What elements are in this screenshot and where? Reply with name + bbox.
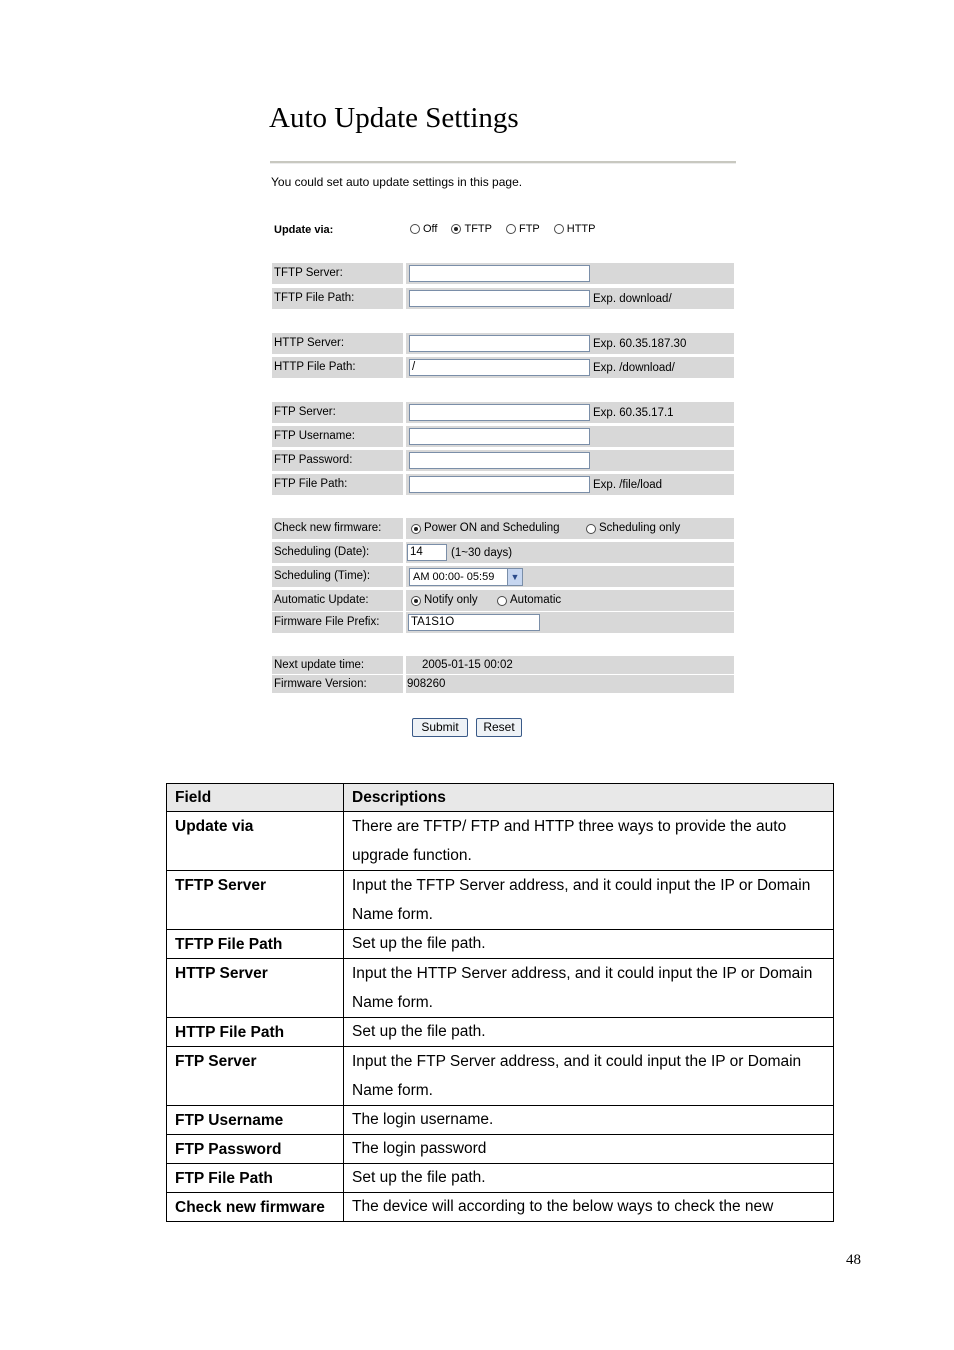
scheduling-date-row — [272, 542, 734, 563]
table-row — [167, 1018, 834, 1047]
field-cell: Check new firmware — [167, 1193, 344, 1222]
table-row — [167, 1047, 834, 1106]
title-divider — [270, 161, 736, 164]
update-via-tftp-option[interactable]: TFTP — [451, 223, 492, 235]
check-firmware-label: Check new firmware: — [272, 518, 403, 539]
table-row — [167, 1135, 834, 1164]
radio-scheduling-only[interactable] — [586, 524, 596, 534]
ftp-path-label: FTP File Path: — [272, 474, 403, 495]
table-row — [167, 871, 834, 930]
scheduling-time-row — [272, 566, 734, 587]
automatic-update-row — [272, 590, 734, 611]
tftp-server-row — [272, 263, 734, 284]
firmware-prefix-label: Firmware File Prefix: — [272, 612, 403, 633]
table-row — [167, 1106, 834, 1135]
firmware-prefix-input[interactable]: TA1S1O — [408, 614, 540, 631]
scheduling-time-label: Scheduling (Time): — [272, 566, 403, 587]
tftp-path-input[interactable] — [409, 290, 590, 307]
ftp-server-input[interactable] — [409, 404, 590, 421]
scheduling-time-select[interactable]: AM 00:00- 05:59 ▼ — [409, 568, 523, 586]
ftp-path-input[interactable] — [409, 476, 590, 493]
automatic-option[interactable]: Automatic — [497, 590, 561, 611]
radio-power-on-scheduling[interactable] — [411, 524, 421, 534]
http-path-input[interactable]: / — [409, 359, 590, 376]
radio-ftp[interactable] — [506, 224, 516, 234]
description-cell: Input the FTP Server address, and it could input the IP or Domain Name form. — [344, 1047, 834, 1106]
field-cell: TFTP Server — [167, 871, 344, 930]
update-via-off-option[interactable]: Off — [410, 223, 437, 235]
ftp-path-row — [272, 474, 734, 495]
check-scheduling-only-option[interactable]: Scheduling only — [586, 518, 680, 539]
table-header-row — [167, 784, 834, 812]
page-title: Auto Update Settings — [269, 102, 519, 134]
radio-automatic[interactable] — [497, 596, 507, 606]
submit-button[interactable]: Submit — [412, 718, 468, 737]
table-row — [167, 1193, 834, 1222]
ftp-password-row — [272, 450, 734, 471]
ftp-path-hint: Exp. /file/load — [593, 479, 663, 491]
table-row — [167, 1164, 834, 1193]
header-field: Field — [167, 784, 344, 812]
ftp-username-input[interactable] — [409, 428, 590, 445]
description-cell: Set up the file path. — [344, 1164, 834, 1193]
chevron-down-icon[interactable]: ▼ — [507, 569, 522, 585]
check-power-on-option[interactable]: Power ON and Scheduling — [411, 518, 560, 539]
check-firmware-row — [272, 518, 734, 539]
scheduling-date-input[interactable]: 14 — [407, 544, 447, 561]
tftp-path-hint: Exp. download/ — [593, 293, 672, 305]
page-number: 48 — [846, 1252, 861, 1268]
description-cell: The login username. — [344, 1106, 834, 1135]
update-via-ftp-option[interactable]: FTP — [506, 223, 540, 235]
radio-off[interactable] — [410, 224, 420, 234]
table-row — [167, 812, 834, 871]
update-via-label: Update via: — [274, 224, 334, 236]
field-cell: Update via — [167, 812, 344, 871]
reset-button[interactable]: Reset — [476, 718, 522, 737]
ftp-server-label: FTP Server: — [272, 402, 403, 423]
header-descriptions: Descriptions — [344, 784, 834, 812]
ftp-password-input[interactable] — [409, 452, 590, 469]
field-cell: FTP File Path — [167, 1164, 344, 1193]
field-description-table — [166, 783, 834, 1222]
scheduling-date-hint: (1~30 days) — [451, 547, 513, 559]
table-row — [167, 930, 834, 959]
next-update-row — [272, 656, 734, 674]
field-cell: TFTP File Path — [167, 930, 344, 959]
field-cell: HTTP File Path — [167, 1018, 344, 1047]
radio-notify-only[interactable] — [411, 596, 421, 606]
http-server-hint: Exp. 60.35.187.30 — [593, 338, 687, 350]
ftp-server-hint: Exp. 60.35.17.1 — [593, 407, 674, 419]
http-path-label: HTTP File Path: — [272, 357, 403, 378]
description-cell: Set up the file path. — [344, 1018, 834, 1047]
http-server-label: HTTP Server: — [272, 333, 403, 354]
radio-tftp[interactable] — [451, 224, 461, 234]
notify-only-option[interactable]: Notify only — [411, 590, 478, 611]
automatic-update-label: Automatic Update: — [272, 590, 403, 611]
tftp-server-label: TFTP Server: — [272, 263, 403, 284]
tftp-path-row — [272, 288, 734, 309]
description-cell: Set up the file path. — [344, 930, 834, 959]
field-cell: FTP Password — [167, 1135, 344, 1164]
field-cell: FTP Username — [167, 1106, 344, 1135]
description-cell: The device will according to the below ways to check the new — [344, 1193, 834, 1222]
page-intro: You could set auto update settings in this page. — [271, 175, 523, 189]
ftp-password-label: FTP Password: — [272, 450, 403, 471]
http-server-input[interactable] — [409, 335, 590, 352]
next-update-value: 2005-01-15 00:02 — [406, 656, 734, 674]
field-cell: FTP Server — [167, 1047, 344, 1106]
next-update-label: Next update time: — [272, 656, 403, 674]
description-cell: Input the TFTP Server address, and it could input the IP or Domain Name form. — [344, 871, 834, 930]
description-cell: Input the HTTP Server address, and it could input the IP or Domain Name form. — [344, 959, 834, 1018]
tftp-server-input[interactable] — [409, 265, 590, 282]
firmware-version-row — [272, 675, 734, 693]
ftp-server-row — [272, 402, 734, 423]
tftp-path-label: TFTP File Path: — [272, 288, 403, 309]
description-cell: There are TFTP/ FTP and HTTP three ways to provide the auto upgrade function. — [344, 812, 834, 871]
table-row — [167, 959, 834, 1018]
ftp-username-row — [272, 426, 734, 447]
scheduling-date-label: Scheduling (Date): — [272, 542, 403, 563]
description-cell: The login password — [344, 1135, 834, 1164]
http-server-row — [272, 333, 734, 354]
field-cell: HTTP Server — [167, 959, 344, 1018]
update-via-http-option[interactable]: HTTP — [554, 223, 596, 235]
http-path-row — [272, 357, 734, 378]
radio-http[interactable] — [554, 224, 564, 234]
firmware-version-label: Firmware Version: — [272, 675, 403, 693]
firmware-version-value: 908260 — [406, 675, 734, 693]
firmware-prefix-row — [272, 612, 734, 633]
http-path-hint: Exp. /download/ — [593, 362, 675, 374]
update-via-radio-group — [410, 223, 610, 235]
ftp-username-label: FTP Username: — [272, 426, 403, 447]
